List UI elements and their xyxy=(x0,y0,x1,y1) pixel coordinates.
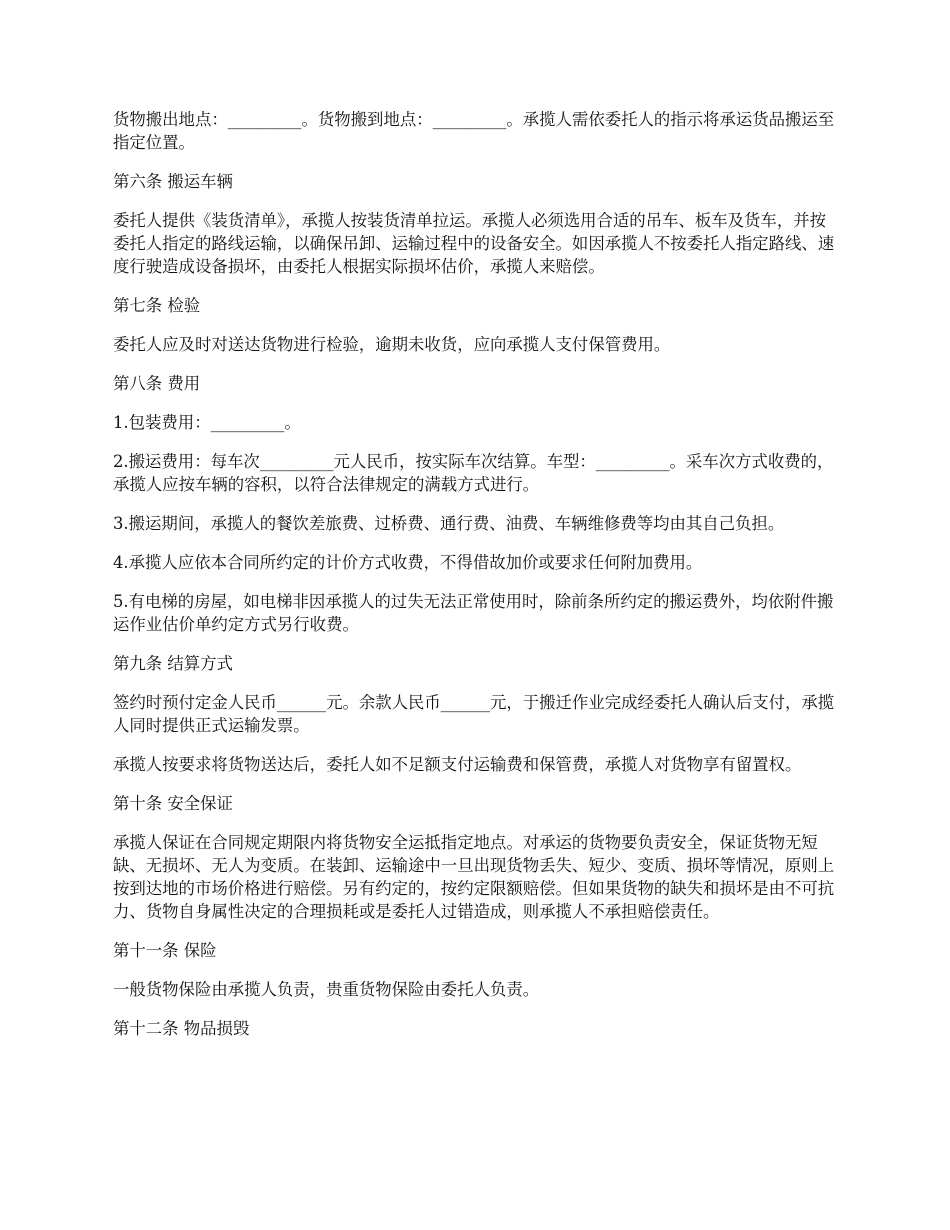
heading-article-11: 第十一条 保险 xyxy=(113,941,217,960)
heading-article-9: 第九条 结算方式 xyxy=(113,654,233,673)
paragraph-insurance: 一般货物保险由承揽人负责，贵重货物保险由委托人负责。 xyxy=(113,980,540,999)
paragraph-fee-5: 5.有电梯的房屋，如电梯非因承揽人的过失无法正常使用时，除前条所约定的搬运费外，均依附件搬运作业估价单约定方式另行收费。 xyxy=(113,592,834,634)
heading-article-8: 第八条 费用 xyxy=(113,374,201,393)
paragraph-fee-3: 3.搬运期间，承揽人的餐饮差旅费、过桥费、通行费、油费、车辆维修费等均由其自己负担。 xyxy=(113,514,785,533)
paragraph-deposit: 签约时预付定金人民币______元。余款人民币______元，于搬迁作业完成经委托人确认后支付，承揽人同时提供正式运输发票。 xyxy=(113,693,835,735)
paragraph-fee-1: 1.包装费用：_________。 xyxy=(113,413,301,432)
paragraph-lien: 承揽人按要求将货物送达后，委托人如不足额支付运输费和保管费，承揽人对货物享有留置权。 xyxy=(113,755,802,774)
heading-article-12: 第十二条 物品损毁 xyxy=(113,1019,250,1038)
paragraph-safety: 承揽人保证在合同规定期限内将货物安全运抵指定地点。对承运的货物要负责安全，保证货物无短缺、无损坏、无人为变质。在装卸、运输途中一旦出现货物丢失、短少、变质、损坏等情况，原则上按到达地的市场价格进行赔偿。另有约定的，按约定限额赔偿。但如果货物的缺失和损坏是由不可抗力、货物自身属性决定的合理损耗或是委托人过错造成，则承揽人不承担赔偿责任。 xyxy=(113,833,835,921)
paragraph-vehicles: 委托人提供《装货清单》，承揽人按装货清单拉运。承揽人必须选用合适的吊车、板车及货车，并按委托人指定的路线运输，以确保吊卸、运输过程中的设备安全。如因承揽人不按委托人指定路线、速度行驶造成设备损坏，由委托人根据实际损坏估价，承揽人来赔偿。 xyxy=(113,211,835,276)
paragraph-pickup-delivery: 货物搬出地点：_________。货物搬到地点：_________。承揽人需依委托人的指示将承运货品搬运至指定位置。 xyxy=(113,110,835,152)
paragraph-fee-4: 4.承揽人应依本合同所约定的计价方式收费，不得借故加价或要求任何附加费用。 xyxy=(113,553,703,572)
paragraph-inspection: 委托人应及时对送达货物进行检验，逾期未收货，应向承揽人支付保管费用。 xyxy=(113,335,671,354)
heading-article-6: 第六条 搬运车辆 xyxy=(113,172,233,191)
heading-article-10: 第十条 安全保证 xyxy=(113,794,233,813)
heading-article-7: 第七条 检验 xyxy=(113,296,201,315)
paragraph-fee-2: 2.搬运费用：每车次_________元人民币，按实际车次结算。车型：_________。采车次方式收费的，承揽人应按车辆的容积，以符合法律规定的满载方式进行。 xyxy=(113,452,834,494)
